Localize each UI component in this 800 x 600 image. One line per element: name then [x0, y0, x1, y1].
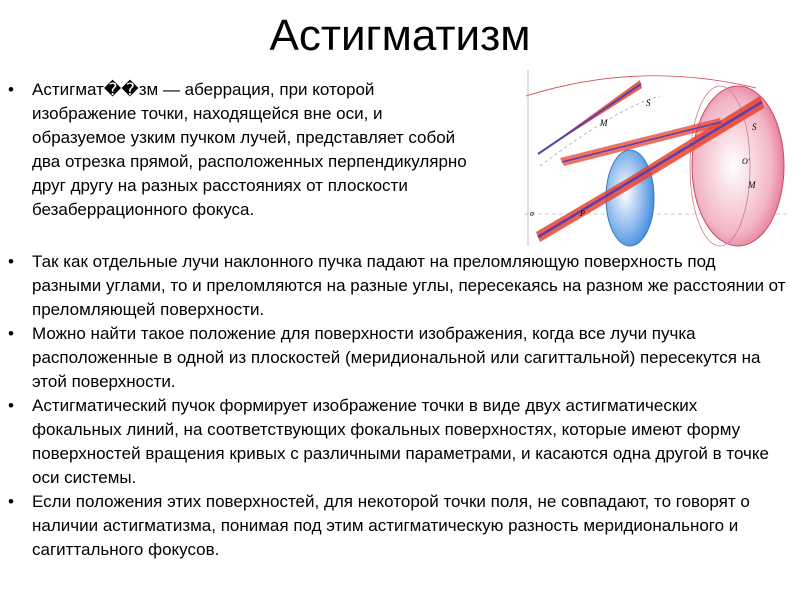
bullet-item-5 — [8, 490, 788, 562]
bullet-marker: • — [8, 492, 14, 511]
bullet-item-3 — [8, 322, 788, 394]
bullet-marker: • — [8, 252, 14, 271]
astigmatism-diagram-svg — [520, 66, 792, 248]
slide-title: Астигматизм — [269, 11, 531, 60]
bullet-marker: • — [8, 324, 14, 343]
astigmatism-diagram — [520, 66, 792, 248]
bullet-marker: • — [8, 80, 14, 99]
label-o-prime: O' — [742, 157, 750, 166]
bullet-item-4 — [8, 394, 788, 490]
bullet-text-3: Можно найти такое положение для поверхности изображения, когда все лучи пучка расположенные в одной из плоскостей (меридиональной или сагиттальной) пересекутся на этой поверхности. — [32, 324, 761, 391]
bullet-text-4: Астигматический пучок формирует изображение точки в виде двух астигматических фокальных линий, на соответствующих фокальных поверхностях, которые имеют форму поверхностей вращения кривых с различными параметрами, и касаются одна другой в точке оси системы. — [32, 396, 769, 487]
label-p: P — [580, 209, 585, 218]
bullet-item-1 — [8, 78, 478, 222]
bullet-text-5: Если положения этих поверхностей, для некоторой точки поля, не совпадают, то говорят о наличии астигматизма, понимая под этим астигматическую разность меридионального и сагиттального фокусов. — [32, 492, 750, 559]
bullet-item-2 — [8, 250, 788, 322]
bullet-text-2: Так как отдельные лучи наклонного пучка падают на преломляющую поверхность под разными углами, то и преломляются на разные углы, пересекаясь на разном же расстоянии от преломляющей поверхности. — [32, 252, 786, 319]
label-m-right: M — [748, 180, 756, 190]
label-m-top: M — [600, 118, 608, 128]
label-sigma: σ — [530, 209, 534, 218]
bullet-marker: • — [8, 396, 14, 415]
label-s-top: S — [646, 98, 651, 108]
label-s-right: S — [752, 122, 757, 132]
bullet-text-1: Астигмат��зм — аберрация, при которой изображение точки, находящейся вне оси, и образуемое узким пучком лучей, представляет собой два отрезка прямой, расположенных перпендикулярно друг другу на разных расстояниях от плоскости безаберрационного фокуса. — [32, 80, 467, 219]
